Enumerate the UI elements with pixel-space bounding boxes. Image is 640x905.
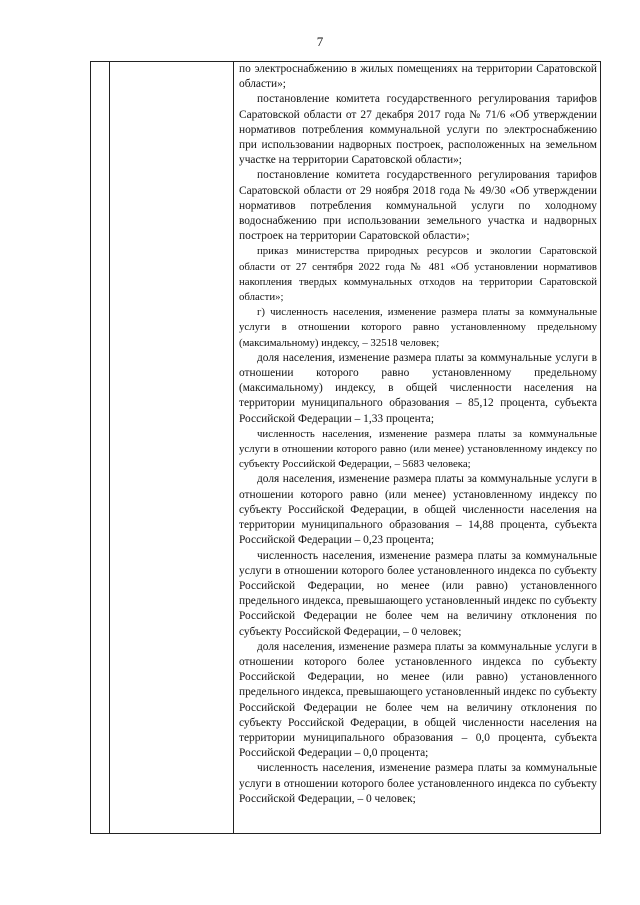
paragraph: численность населения, изменение размера платы за коммунальные услуги в отношении которого более установленного индекса по субъекту Российской Федерации, но менее (или равно) установленного предельного индекса, превышающего установленный индекс по субъекту Российской Федерации не более чем на величину отклонения по субъекту Российской Федерации, – 0 человек; [239,549,597,638]
paragraph: доля населения, изменение размера платы за коммунальные услуги в отношении которого равно (или менее) установленному индексу по субъекту Российской Федерации, в общей численности населения на территории муниципального образования – 14,88 процента, субъекта Российской Федерации – 0,23 процента; [239,473,597,547]
paragraph: численность населения, изменение размера платы за коммунальные услуги в отношении которого равно (или менее) установленному индексу по субъекту Российской Федерации, – 5683 человека; [239,427,597,471]
paragraph: доля населения, изменение размера платы за коммунальные услуги в отношении которого равно установленному предельному (максимальному) индексу, в общей численности населения на территории муниципального образования – 85,12 процента, субъекта Российской Федерации – 1,33 процента; [239,351,597,425]
table-text-column [239,62,597,807]
paragraph: доля населения, изменение размера платы за коммунальные услуги в отношении которого более установленного индекса по субъекту Российской Федерации, но менее (или равно) установленного предельного индекса, превышающего установленный индекс по субъекту Российской Федерации не более чем на величину отклонения по субъекту Российской Федерации, в общей численности населения на территории муниципального образования – 0,0 процента, субъекта Российской Федерации – 0,0 процента; [239,640,597,760]
document-table [90,61,601,834]
column-divider [109,62,110,833]
paragraph: приказ министерства природных ресурсов и экологии Саратовской области от 27 сентября 2022 года № 481 «Об установлении нормативов накопления твердых коммунальных отходов на территории Саратовской области»; [239,245,597,304]
paragraph: численность населения, изменение размера платы за коммунальные услуги в отношении которого более установленного индекса по субъекту Российской Федерации, – 0 человек; [239,762,597,805]
paragraph: по электроснабжению в жилых помещениях на территории Саратовской области»; [239,63,597,91]
paragraph: постановление комитета государственного регулирования тарифов Саратовской области от 29 ноября 2018 года № 49/30 «Об утверждении нормативов потребления коммунальной услуги по холодному водоснабжению при использовании земельного участка и надворных построек на территории Саратовской области»; [239,169,597,243]
paragraph: постановление комитета государственного регулирования тарифов Саратовской области от 27 декабря 2017 года № 71/6 «Об утверждении нормативов потребления коммунальной услуги по электроснабжению при использовании надворных построек, расположенных на земельном участке на территории Саратовской области»; [239,93,597,167]
column-divider [233,62,234,833]
paragraph: г) численность населения, изменение размера платы за коммунальные услуги в отношении которого равно установленному предельному (максимальному) индексу, – 32518 человек; [239,306,597,349]
page-number: 7 [316,34,324,49]
